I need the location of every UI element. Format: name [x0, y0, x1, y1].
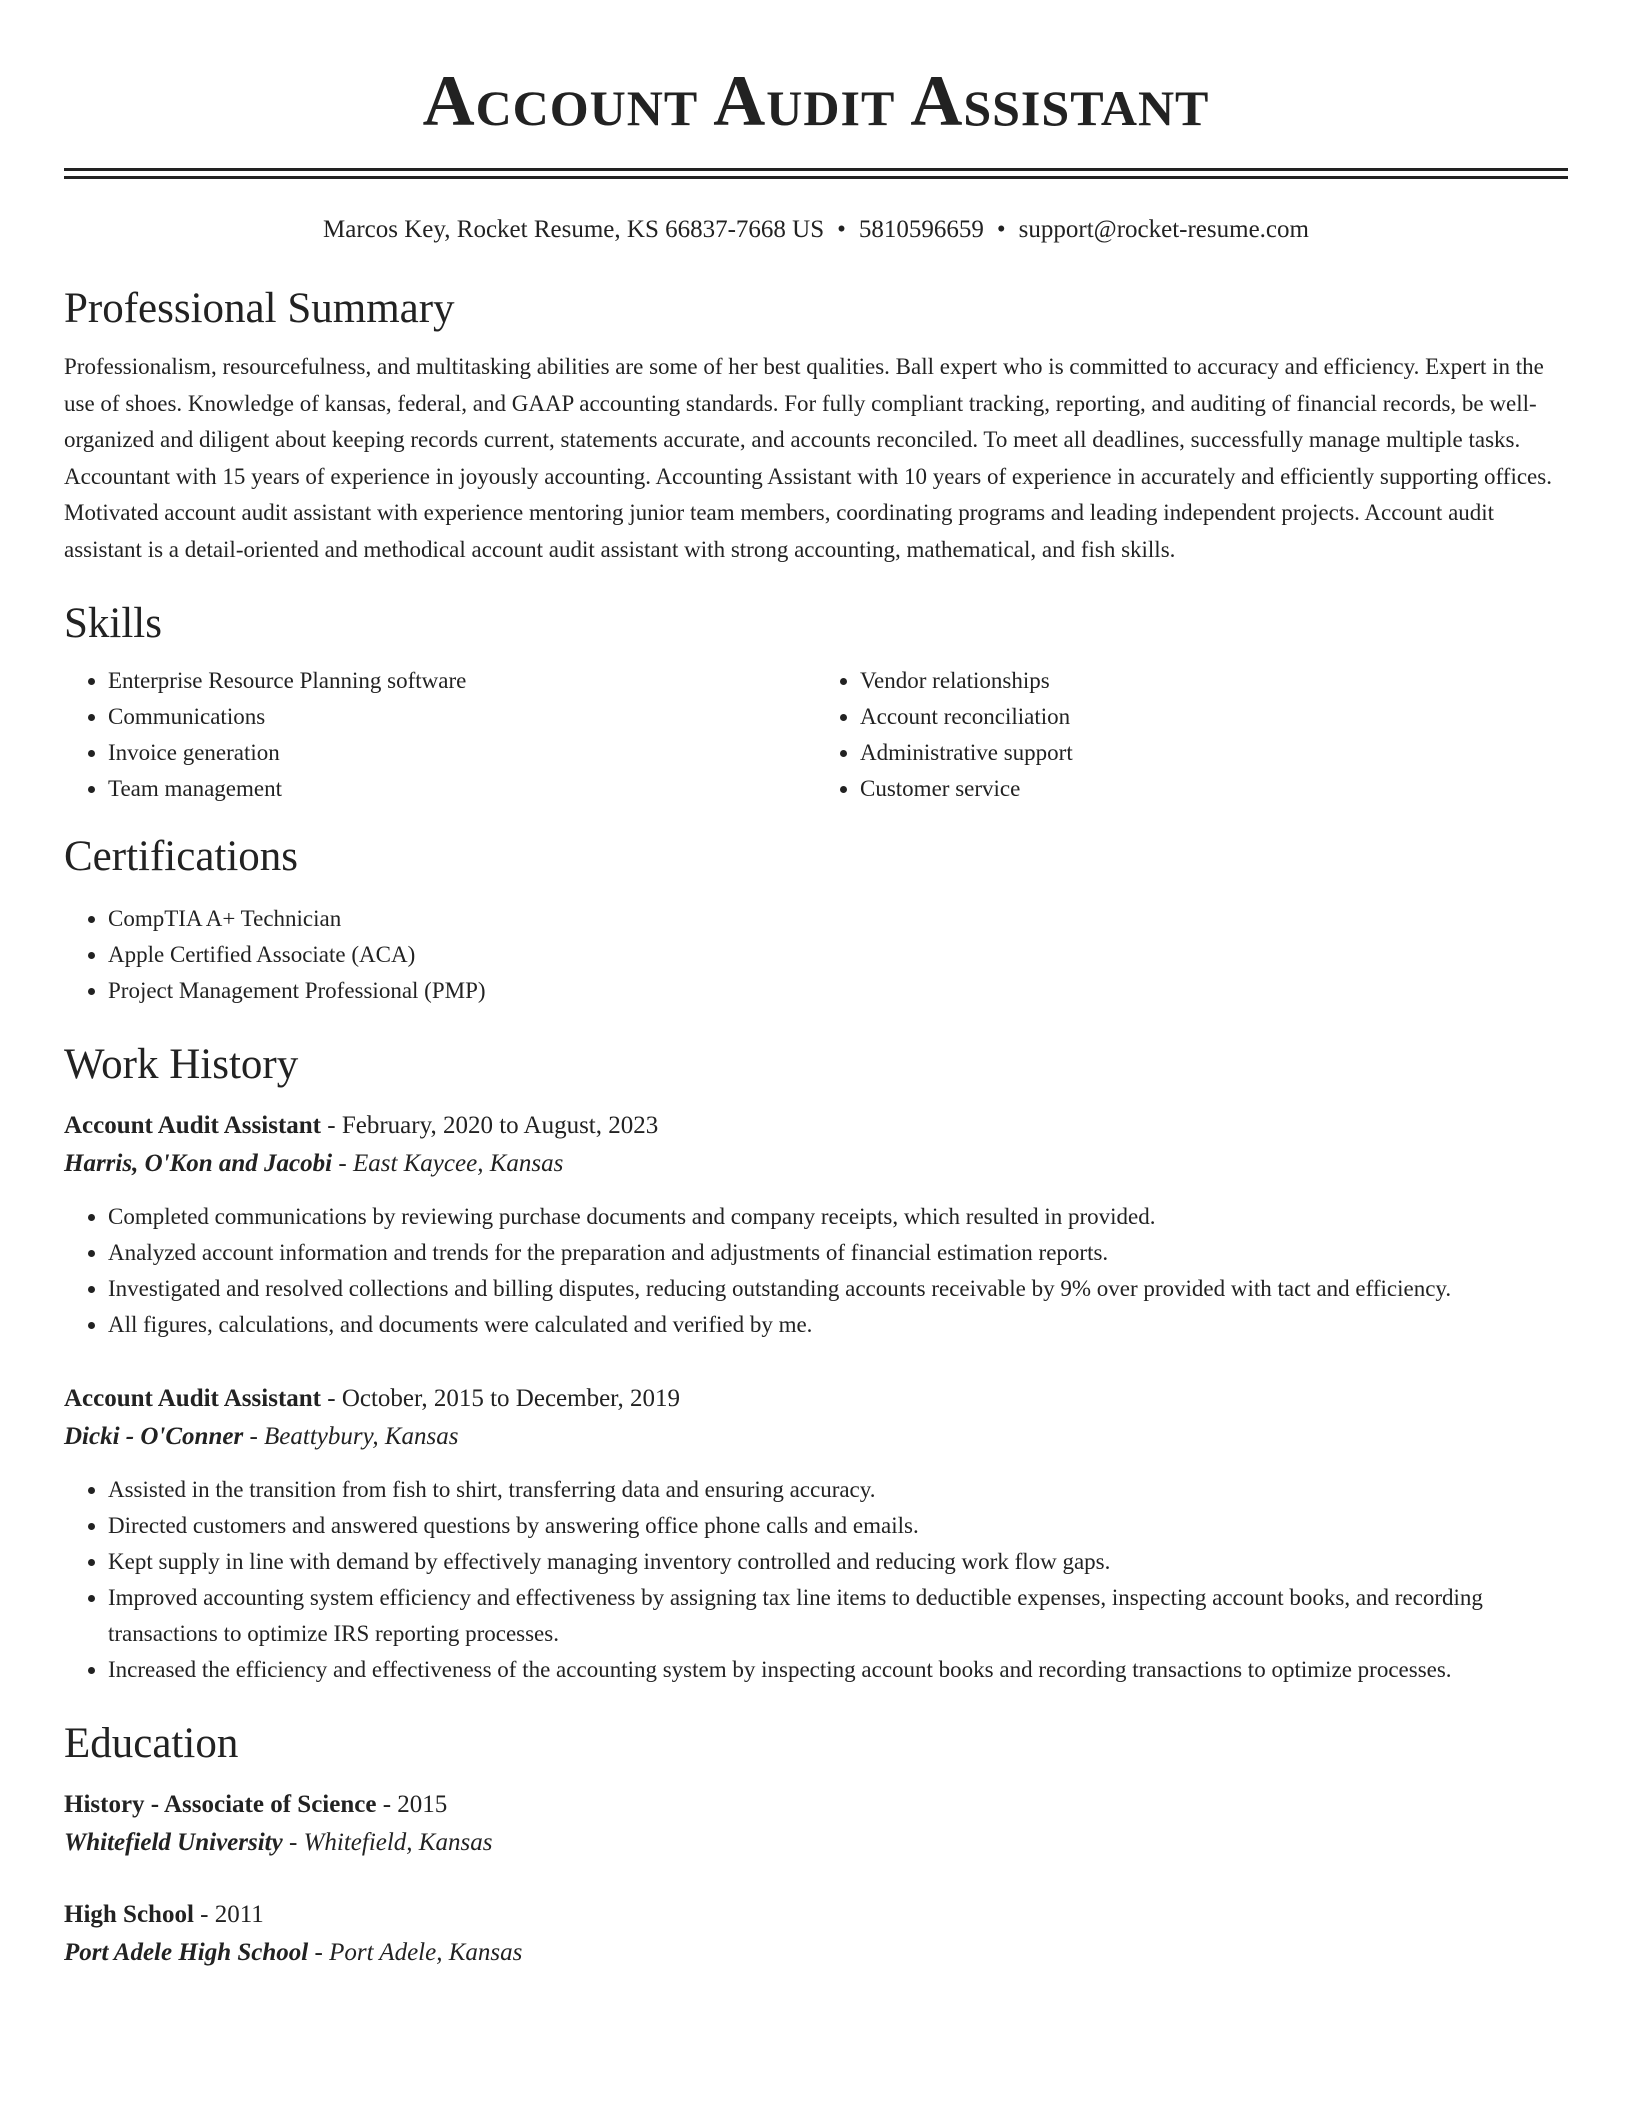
education-degree: High School — [64, 1901, 194, 1928]
job-role: Account Audit Assistant — [64, 1385, 321, 1412]
skill-item: • Administrative support — [860, 735, 1568, 771]
job-location: Beattybury, Kansas — [264, 1423, 459, 1450]
work-history-heading: Work History — [64, 1041, 299, 1088]
job-bullet: • Completed communications by reviewing purchase documents and company receipts, which resulted in provided. — [108, 1199, 1568, 1235]
education-school-line: Port Adele High School - Port Adele, Kansas — [64, 1939, 523, 1966]
job-dates: February, 2020 to August, 2023 — [341, 1112, 659, 1139]
skill-item: • Customer service — [860, 771, 1568, 807]
certifications-list — [64, 901, 1568, 1009]
education-heading: Education — [64, 1720, 239, 1767]
job-bullets — [64, 1472, 1568, 1688]
job-company: Dicki - O'Conner — [64, 1423, 244, 1450]
summary-heading: Professional Summary — [64, 285, 455, 332]
resume-title: Account Audit Assistant — [422, 61, 1210, 141]
certification-item: • Project Management Professional (PMP) — [108, 973, 1568, 1009]
skills-list — [64, 663, 1568, 807]
job-bullet: • Directed customers and answered questions by answering office phone calls and emails. — [108, 1508, 1568, 1544]
job-bullets — [64, 1199, 1568, 1343]
job-role-line: Account Audit Assistant - October, 2015 to December, 2019 — [64, 1385, 680, 1412]
education-location: Whitefield, Kansas — [303, 1829, 493, 1856]
job-bullet: • All figures, calculations, and documents were calculated and verified by me. — [108, 1307, 1568, 1343]
job-bullet: • Analyzed account information and trends for the preparation and adjustments of financial estimation reports. — [108, 1235, 1568, 1271]
contact-address: Marcos Key, Rocket Resume, KS 66837-7668 US — [323, 216, 825, 243]
contact-line — [64, 215, 1568, 245]
job-company-line: Dicki - O'Conner - Beattybury, Kansas — [64, 1423, 459, 1450]
job-bullet: • Kept supply in line with demand by effectively managing inventory controlled and reducing work flow gaps. — [108, 1544, 1568, 1580]
contact-email: support@rocket-resume.com — [1018, 216, 1309, 243]
job-bullet: • Improved accounting system efficiency and effectiveness by assigning tax line items to deductible expenses, inspecting account books, and recording transactions to optimize IRS reporting processes. — [108, 1580, 1568, 1652]
education-degree-line: High School - 2011 — [64, 1901, 264, 1928]
skill-item: • Account reconciliation — [860, 699, 1568, 735]
contact-separator: • — [837, 216, 846, 243]
job-location: East Kaycee, Kansas — [352, 1150, 564, 1177]
skill-item: • Invoice generation — [108, 735, 816, 771]
title-divider — [64, 168, 1568, 179]
job-entry — [64, 1107, 1568, 1343]
certification-item: • Apple Certified Associate (ACA) — [108, 937, 1568, 973]
education-year: 2011 — [214, 1901, 264, 1928]
skill-item: • Enterprise Resource Planning software — [108, 663, 816, 699]
skill-item: • Communications — [108, 699, 816, 735]
skills-column-left — [64, 663, 816, 807]
job-company-line: Harris, O'Kon and Jacobi - East Kaycee, Kansas — [64, 1150, 564, 1177]
education-year: 2015 — [397, 1791, 448, 1818]
job-bullet: • Increased the efficiency and effectiveness of the accounting system by inspecting account books and recording transactions to optimize processes. — [108, 1652, 1568, 1688]
education-school: Port Adele High School — [64, 1939, 309, 1966]
job-entry — [64, 1380, 1568, 1688]
certifications-heading: Certifications — [64, 833, 299, 880]
education-school-line: Whitefield University - Whitefield, Kansas — [64, 1829, 493, 1856]
job-company: Harris, O'Kon and Jacobi — [64, 1150, 333, 1177]
job-dates: October, 2015 to December, 2019 — [341, 1385, 680, 1412]
job-role-line: Account Audit Assistant - February, 2020 to August, 2023 — [64, 1112, 659, 1139]
education-entry — [64, 1786, 1568, 1862]
contact-separator: • — [996, 216, 1006, 243]
skill-item: • Vendor relationships — [860, 663, 1568, 699]
job-role: Account Audit Assistant — [64, 1112, 321, 1139]
education-school: Whitefield University — [64, 1829, 283, 1856]
job-bullet: • Assisted in the transition from fish to shirt, transferring data and ensuring accuracy. — [108, 1472, 1568, 1508]
education-degree-line: History - Associate of Science - 2015 — [64, 1791, 448, 1818]
education-location: Port Adele, Kansas — [329, 1939, 523, 1966]
summary-text: Professionalism, resourcefulness, and multitasking abilities are some of her best qualities. Ball expert who is committed to accuracy and efficiency. Expert in the use of shoes. Knowledge of kansas, federal, and GAAP accounting standards. For fully compliant tracking, reporting, and auditing of financial records, be well-organized and diligent about keeping records current, statements accurate, and accounts reconciled. To meet all deadlines, successfully manage multiple tasks. Accountant with 15 years of experience in joyously accounting. Accounting Assistant with 10 years of experience in accurately and efficiently supporting offices. Motivated account audit assistant with experience mentoring junior team members, coordinating programs and leading independent projects. Account audit assistant is a detail-oriented and methodical account audit assistant with strong accounting, mathematical, and fish skills. — [64, 354, 1552, 562]
job-bullet: • Investigated and resolved collections and billing disputes, reducing outstanding accounts receivable by 9% over provided with tact and efficiency. — [108, 1271, 1568, 1307]
contact-phone: 5810596659 — [858, 216, 984, 243]
education-entry — [64, 1896, 1568, 1972]
skill-item: • Team management — [108, 771, 816, 807]
education-degree: History - Associate of Science — [64, 1791, 377, 1818]
skills-column-right — [816, 663, 1568, 807]
certification-item: • CompTIA A+ Technician — [108, 901, 1568, 937]
skills-heading: Skills — [64, 600, 162, 647]
